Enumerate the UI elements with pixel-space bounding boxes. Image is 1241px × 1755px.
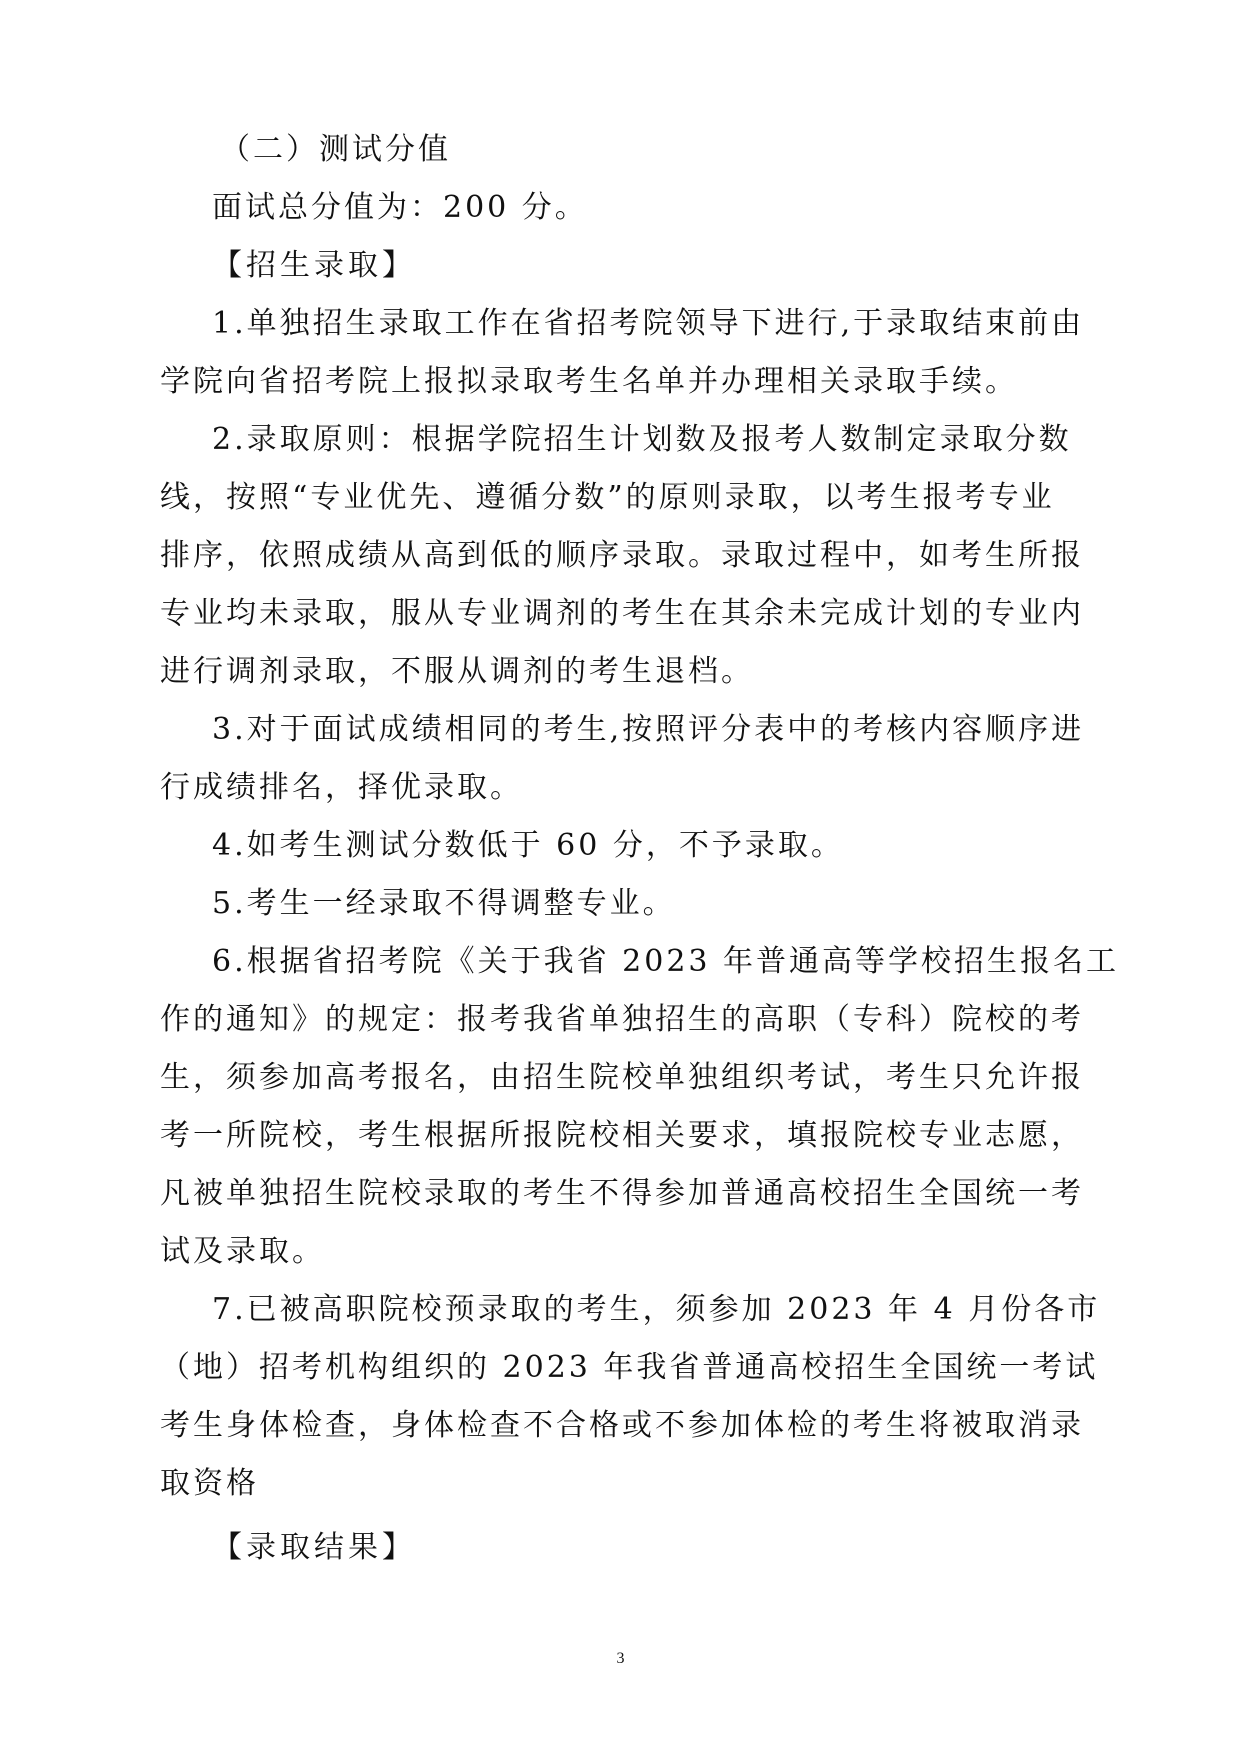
item2-line1: 2.录取原则：根据学院招生计划数及报考人数制定录取分数 bbox=[212, 422, 1072, 457]
item1-line2: 学院向省招考院上报拟录取考生名单并办理相关录取手续。 bbox=[160, 364, 1018, 399]
item2-line3: 排序，依照成绩从高到低的顺序录取。录取过程中，如考生所报 bbox=[160, 538, 1084, 573]
admission-heading: 【招生录取】 bbox=[212, 248, 416, 283]
item3-line1: 3.对于面试成绩相同的考生,按照评分表中的考核内容顺序进 bbox=[212, 712, 1085, 747]
item3-line2: 行成绩排名，择优录取。 bbox=[160, 770, 523, 805]
result-heading: 【录取结果】 bbox=[212, 1530, 416, 1565]
item7-line1: 7.已被高职院校预录取的考生，须参加 2023 年 4 月份各市 bbox=[212, 1292, 1101, 1327]
score-total-text: 面试总分值为：200 分。 bbox=[212, 190, 588, 225]
item4-text: 4.如考生测试分数低于 60 分，不予录取。 bbox=[212, 828, 844, 863]
item7-line2: （地）招考机构组织的 2023 年我省普通高校招生全国统一考试 bbox=[160, 1350, 1099, 1385]
item1-line1: 1.单独招生录取工作在省招考院领导下进行,于录取结束前由 bbox=[212, 306, 1085, 341]
item6-line4: 考一所院校，考生根据所报院校相关要求，填报院校专业志愿， bbox=[160, 1118, 1084, 1153]
item2-line2: 线，按照“专业优先、遵循分数”的原则录取，以考生报考专业 bbox=[160, 480, 1055, 515]
item7-line4: 取资格 bbox=[160, 1466, 259, 1501]
item6-line3: 生，须参加高考报名，由招生院校单独组织考试，考生只允许报 bbox=[160, 1060, 1084, 1095]
item6-line6: 试及录取。 bbox=[160, 1234, 325, 1269]
item2-line4: 专业均未录取，服从专业调剂的考生在其余未完成计划的专业内 bbox=[160, 596, 1084, 631]
section-heading-test-score: （二）测试分值 bbox=[220, 132, 451, 167]
item6-line5: 凡被单独招生院校录取的考生不得参加普通高校招生全国统一考 bbox=[160, 1176, 1084, 1211]
item6-line1: 6.根据省招考院《关于我省 2023 年普通高等学校招生报名工 bbox=[212, 944, 1120, 979]
item6-line2: 作的通知》的规定：报考我省单独招生的高职（专科）院校的考 bbox=[160, 1002, 1084, 1037]
item5-text: 5.考生一经录取不得调整专业。 bbox=[212, 886, 676, 921]
item7-line3: 考生身体检查，身体检查不合格或不参加体检的考生将被取消录 bbox=[160, 1408, 1084, 1443]
page-number: 3 bbox=[616, 1650, 625, 1667]
item2-line5: 进行调剂录取，不服从调剂的考生退档。 bbox=[160, 654, 754, 689]
